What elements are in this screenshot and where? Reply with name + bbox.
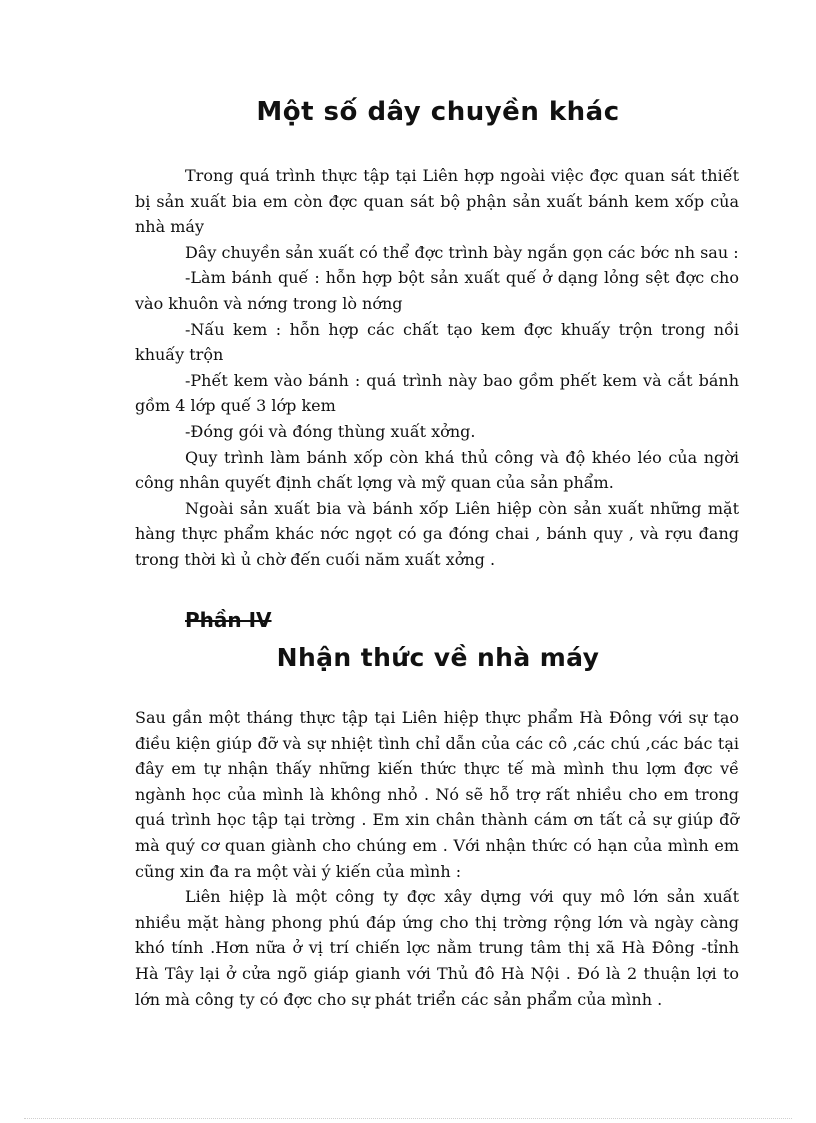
paragraph: Ngoài sản xuất bia và bánh xốp Liên hiệp còn sản xuất những mặt hàng thực phẩm khác nớc ngọt có ga đóng chai , bánh quy , và rợu đang trong thời kì ủ chờ đến cuối năm xuất xởng . bbox=[135, 498, 739, 569]
section-title: Nhận thức về nhà máy bbox=[276, 643, 600, 672]
paragraph: Sau gần một tháng thực tập tại Liên hiệp thực phẩm Hà Đông với sự tạo điều kiện giúp đỡ và sự nhiệt tình chỉ dẫn của các cô ,các chú ,các bác tại đây em tự nhận thấy những kiến thức thực tế mà mình thu lợm đợc về ngành học của mình là không nhỏ . Nó sẽ hỗ trợ rất nhiều cho em trong quá trình học tập tại trờng . Em xin chân thành cám ơn tất cả sự giúp đỡ mà quý cơ quan giành cho chúng em . Với nhận thức có hạn của mình em cũng xin đa ra một vài ý kiến của mình : bbox=[135, 708, 739, 881]
part-label: Phần IV bbox=[185, 608, 272, 632]
section-production-lines bbox=[135, 163, 739, 573]
footer-divider bbox=[24, 1118, 792, 1119]
section-factory-awareness bbox=[135, 705, 739, 1012]
list-item: -Đóng gói và đóng thùng xuất xởng. bbox=[185, 421, 476, 441]
paragraph: Dây chuyền sản xuất có thể đợc trình bày ngắn gọn các bớc nh sau : bbox=[185, 242, 739, 262]
list-item: -Nấu kem : hỗn hợp các chất tạo kem đợc khuấy trộn trong nồi khuấy trộn bbox=[135, 319, 739, 365]
list-item: -Phết kem vào bánh : quá trình này bao gồm phết kem và cắt bánh gồm 4 lớp quế 3 lớp kem bbox=[135, 370, 739, 416]
list-item: -Làm bánh quế : hỗn hợp bột sản xuất quế ở dạng lỏng sệt đợc cho vào khuôn và nớng trong lò nớng bbox=[135, 268, 739, 313]
paragraph: Trong quá trình thực tập tại Liên hợp ngoài việc đợc quan sát thiết bị sản xuất bia em còn đợc quan sát bộ phận sản xuất bánh kem xốp của nhà máy bbox=[135, 166, 739, 237]
paragraph: Quy trình làm bánh xốp còn khá thủ công và độ khéo léo của ngời công nhân quyết định chất lợng và mỹ quan của sản phẩm. bbox=[135, 447, 739, 493]
page-title: Một số dây chuyền khác bbox=[256, 97, 620, 127]
paragraph: Liên hiệp là một công ty đợc xây dựng với quy mô lớn sản xuất nhiều mặt hàng phong phú đáp ứng cho thị trờng rộng lớn và ngày càng khó tính .Hơn nữa ở vị trí chiến lợc nằm trung tâm thị xã Hà Đông -tỉnh Hà Tây lại ở cửa ngõ giáp gianh với Thủ đô Hà Nội . Đó là 2 thuận lợi to lớn mà công ty có đợc cho sự phát triển các sản phẩm của mình . bbox=[135, 887, 739, 1009]
